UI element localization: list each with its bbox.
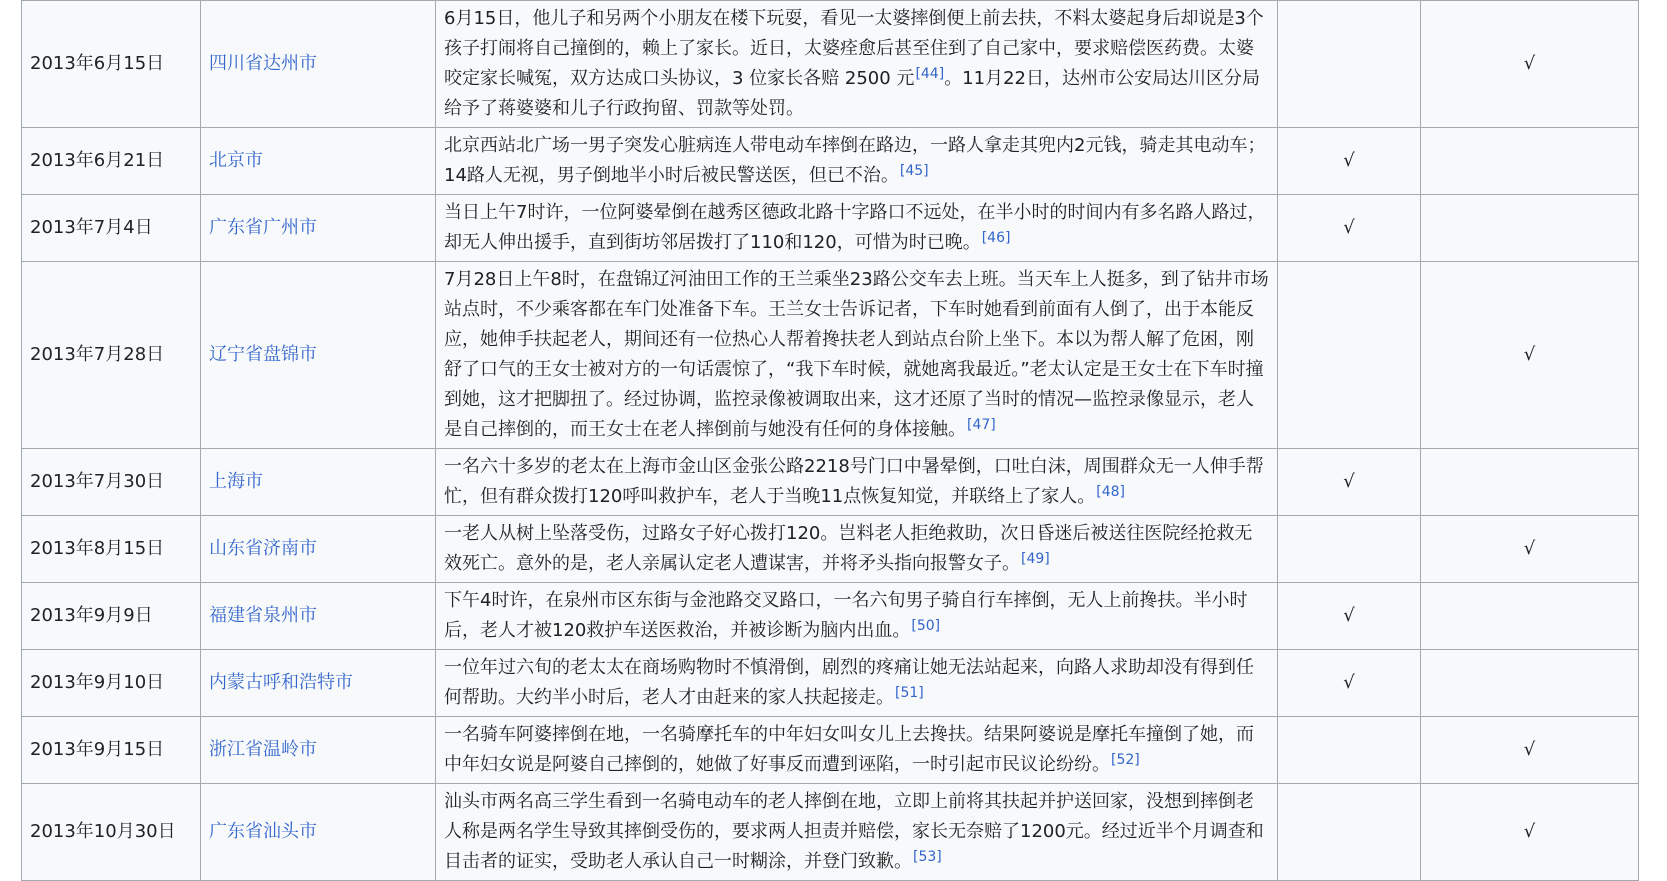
table-row xyxy=(22,650,1639,717)
description-cell xyxy=(436,717,1278,784)
checkmark-icon: √ xyxy=(1343,150,1355,171)
incident-table-container xyxy=(21,0,1639,881)
date-cell xyxy=(22,516,201,583)
reference-sup xyxy=(915,66,944,82)
check-cell-b xyxy=(1421,583,1639,650)
place-cell xyxy=(201,262,436,449)
place-cell xyxy=(201,717,436,784)
description-cell xyxy=(436,195,1278,262)
place-cell xyxy=(201,195,436,262)
check-cell-b xyxy=(1421,650,1639,717)
reference-link[interactable]: [45] xyxy=(899,163,929,179)
place-cell xyxy=(201,449,436,516)
reference-link[interactable]: [52] xyxy=(1111,752,1140,768)
description-cell xyxy=(436,128,1278,195)
reference-sup xyxy=(911,618,940,634)
check-cell-a xyxy=(1278,262,1421,449)
table-row xyxy=(22,195,1639,262)
check-cell-a xyxy=(1278,516,1421,583)
place-link[interactable]: 辽宁省盘锦市 xyxy=(209,344,317,365)
description-text: 7月28日上午8时，在盘锦辽河油田工作的王兰乘坐23路公交车去上班。当天车上人挺多，到了钻井市场站点时，不少乘客都在车门处准备下车。王兰女士告诉记者，下车时她看到前面有人倒了，出于本能反应，她伸手扶起老人，期间还有一位热心人帮着搀扶老人到站点台阶上坐下。本以为帮人解了危困，刚舒了口气的王女士被对方的一句话震惊了，“我下车时候，就她离我最近。”老太认定是王女士在下车时撞到她，这才把脚扭了。经过协调，监控录像被调取出来，这才还原了当时的情况—监控录像显示，老人是自己摔倒的，而王女士在老人摔倒前与她没有任何的身体接触。 xyxy=(444,269,1269,440)
check-cell-b xyxy=(1421,128,1639,195)
table-row xyxy=(22,1,1639,128)
date-cell xyxy=(22,128,201,195)
date-text: 2013年7月30日 xyxy=(30,471,165,492)
reference-link[interactable]: [51] xyxy=(895,685,924,701)
description-cell xyxy=(436,449,1278,516)
check-cell-a xyxy=(1278,717,1421,784)
place-link[interactable]: 上海市 xyxy=(209,471,263,492)
place-cell xyxy=(201,516,436,583)
checkmark-icon: √ xyxy=(1343,672,1355,693)
date-text: 2013年7月28日 xyxy=(30,344,165,365)
table-row xyxy=(22,784,1639,881)
date-cell xyxy=(22,1,201,128)
reference-link[interactable]: [47] xyxy=(967,417,996,433)
table-row xyxy=(22,516,1639,583)
check-cell-a xyxy=(1278,195,1421,262)
place-cell xyxy=(201,128,436,195)
check-cell-a xyxy=(1278,128,1421,195)
table-row xyxy=(22,128,1639,195)
description-cell xyxy=(436,516,1278,583)
place-cell xyxy=(201,1,436,128)
place-link[interactable]: 浙江省温岭市 xyxy=(209,739,317,760)
description-text: 一名骑车阿婆摔倒在地，一名骑摩托车的中年妇女叫女儿上去搀扶。结果阿婆说是摩托车撞倒了她，而中年妇女说是阿婆自己摔倒的，她做了好事反而遭到诬陷，一时引起市民议论纷纷。 xyxy=(444,724,1254,775)
description-text: 当日上午7时许，一位阿婆晕倒在越秀区德政北路十字路口不远处，在半小时的时间内有多名路人路过，却无人伸出援手，直到街坊邻居拨打了110和120，可惜为时已晚。 xyxy=(444,202,1266,253)
check-cell-a xyxy=(1278,784,1421,881)
description-cell xyxy=(436,1,1278,128)
place-link[interactable]: 广东省汕头市 xyxy=(209,821,317,842)
date-cell xyxy=(22,717,201,784)
reference-link[interactable]: [44] xyxy=(915,66,945,82)
check-cell-b xyxy=(1421,449,1639,516)
description-text-after: 。11月22日，达州市公安局达川区分局给予了蒋婆婆和儿子行政拘留、罚款等处罚。 xyxy=(444,68,1260,119)
description-cell xyxy=(436,583,1278,650)
date-cell xyxy=(22,650,201,717)
date-cell xyxy=(22,262,201,449)
incident-table-body xyxy=(22,1,1639,881)
checkmark-icon: √ xyxy=(1343,471,1355,492)
reference-sup xyxy=(913,849,942,865)
reference-sup xyxy=(1021,551,1050,567)
description-cell xyxy=(436,262,1278,449)
place-link[interactable]: 山东省济南市 xyxy=(209,538,317,559)
date-text: 2013年10月30日 xyxy=(30,821,176,842)
check-cell-b xyxy=(1421,1,1639,128)
reference-link[interactable]: [53] xyxy=(913,849,942,865)
place-link[interactable]: 福建省泉州市 xyxy=(209,605,317,626)
reference-sup xyxy=(982,230,1011,246)
date-text: 2013年6月21日 xyxy=(30,150,165,171)
check-cell-b xyxy=(1421,717,1639,784)
description-text: 北京西站北广场一男子突发心脏病连人带电动车摔倒在路边，一路人拿走其兜内2元钱，骑走其电动车；14路人无视，男子倒地半小时后被民警送医，但已不治。 xyxy=(444,135,1266,186)
reference-link[interactable]: [50] xyxy=(911,618,941,634)
reference-link[interactable]: [46] xyxy=(981,230,1011,246)
check-cell-a xyxy=(1278,1,1421,128)
description-cell xyxy=(436,650,1278,717)
table-row xyxy=(22,583,1639,650)
place-link[interactable]: 四川省达州市 xyxy=(209,53,317,74)
check-cell-a xyxy=(1278,650,1421,717)
place-cell xyxy=(201,784,436,881)
check-cell-b xyxy=(1421,516,1639,583)
description-text: 一老人从树上坠落受伤，过路女子好心拨打120。岂料老人拒绝救助，次日昏迷后被送往医院经抢救无效死亡。意外的是，老人亲属认定老人遭谋害，并将矛头指向报警女子。 xyxy=(444,523,1253,574)
checkmark-icon: √ xyxy=(1523,821,1536,842)
date-text: 2013年9月15日 xyxy=(30,739,165,760)
check-cell-a xyxy=(1278,449,1421,516)
place-cell xyxy=(201,650,436,717)
date-text: 2013年7月4日 xyxy=(30,217,153,238)
date-text: 2013年6月15日 xyxy=(30,53,165,74)
check-cell-b xyxy=(1421,262,1639,449)
date-cell xyxy=(22,784,201,881)
table-row xyxy=(22,449,1639,516)
reference-sup xyxy=(1111,752,1140,768)
reference-sup xyxy=(1096,484,1125,500)
date-cell xyxy=(22,583,201,650)
check-cell-b xyxy=(1421,784,1639,881)
reference-link[interactable]: [48] xyxy=(1096,484,1126,500)
table-row xyxy=(22,717,1639,784)
date-text: 2013年9月9日 xyxy=(30,605,153,626)
place-link[interactable]: 广东省广州市 xyxy=(209,217,317,238)
date-cell xyxy=(22,195,201,262)
check-cell-b xyxy=(1421,195,1639,262)
description-text: 一名六十多岁的老太在上海市金山区金张公路2218号门口中暑晕倒，口吐白沫，周围群众无一人伸手帮忙，但有群众拨打120呼叫救护车，老人于当晚11点恢复知觉，并联络上了家人。 xyxy=(444,456,1264,507)
checkmark-icon: √ xyxy=(1343,605,1355,626)
date-text: 2013年9月10日 xyxy=(30,672,165,693)
date-text: 2013年8月15日 xyxy=(30,538,165,559)
table-row xyxy=(22,262,1639,449)
place-link[interactable]: 内蒙古呼和浩特市 xyxy=(209,672,353,693)
date-cell xyxy=(22,449,201,516)
description-cell xyxy=(436,784,1278,881)
place-cell xyxy=(201,583,436,650)
description-text: 一位年过六旬的老太太在商场购物时不慎滑倒，剧烈的疼痛让她无法站起来，向路人求助却没有得到任何帮助。大约半小时后，老人才由赶来的家人扶起接走。 xyxy=(444,657,1254,708)
reference-sup xyxy=(967,417,996,433)
reference-sup xyxy=(895,685,924,701)
description-text: 下午4时许，在泉州市区东街与金池路交叉路口，一名六旬男子骑自行车摔倒，无人上前搀扶。半小时后，老人才被120救护车送医救治，并被诊断为脑内出血。 xyxy=(444,590,1248,641)
incident-table xyxy=(21,0,1639,881)
checkmark-icon: √ xyxy=(1523,344,1536,365)
checkmark-icon: √ xyxy=(1523,739,1536,760)
description-text: 汕头市两名高三学生看到一名骑电动车的老人摔倒在地，立即上前将其扶起并护送回家，没想到摔倒老人称是两名学生导致其摔倒受伤的，要求两人担责并赔偿，家长无奈赔了1200元。经过近半个月调查和目击者的证实，受助老人承认自己一时糊涂，并登门致歉。 xyxy=(444,791,1264,872)
reference-sup xyxy=(900,163,929,179)
place-link[interactable]: 北京市 xyxy=(209,150,263,171)
checkmark-icon: √ xyxy=(1343,217,1355,238)
checkmark-icon: √ xyxy=(1523,538,1536,559)
checkmark-icon: √ xyxy=(1523,53,1536,74)
reference-link[interactable]: [49] xyxy=(1021,551,1050,567)
check-cell-a xyxy=(1278,583,1421,650)
description-text: 6月15日，他儿子和另两个小朋友在楼下玩耍，看见一太婆摔倒便上前去扶，不料太婆起身后却说是3个孩子打闹将自己撞倒的，赖上了家长。近日，太婆痊愈后甚至住到了自己家中，要求赔偿医药费。太婆咬定家长喊冤，双方达成口头协议，3 位家长各赔 2500 元 xyxy=(444,8,1264,89)
